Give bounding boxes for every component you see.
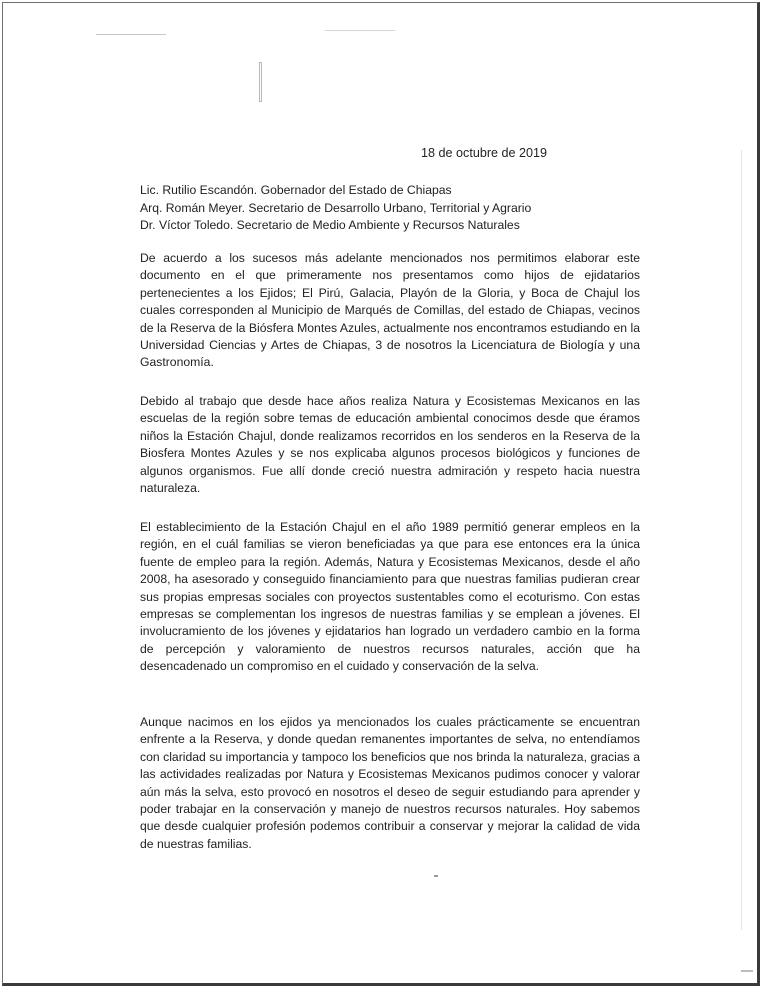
paragraph-station-chajul: El establecimiento de la Estación Chajul en el año 1989 permitió generar empleos en la región, en el cuál familias se vieron beneficiadas ya que para ese entonces era la única fuente de empleo para la región. Además, Natura y Ecosistemas Mexicanos, desde el año 2008, ha asesorado y conseguido financiamiento para que nuestras familias pudieran crear sus propias empresas sociales con proyectos sustentables como el ecoturismo. Con estas empresas se complementan los ingresos de nuestras familias y se emplean a jóvenes. El involucramiento de los jóvenes y ejidatarios han logrado un verdadero cambio en la forma de percepción y valoramiento de nuestros recursos naturales, acción que ha desencadenado un compromiso en el cuidado y conservación de la selva. [140, 520, 640, 674]
recipient-line: Dr. Víctor Toledo. Secretario de Medio Ambiente y Recursos Naturales [140, 218, 520, 232]
scan-artifact-mark [259, 62, 262, 102]
scan-artifact-line [325, 30, 395, 31]
scan-artifact-line [96, 34, 166, 35]
recipient-line: Arq. Román Meyer. Secretario de Desarrollo Urbano, Territorial y Agrario [140, 200, 532, 215]
scan-artifact-corner [741, 970, 753, 972]
paragraph-introduction: De acuerdo a los sucesos más adelante mencionados nos permitimos elaborar este documento en el que primeramente nos presentamos como hijos de ejidatarios pertenecientes a los Ejidos; El Pirú, Galacia, Playón de la Gloria, y Boca de Chajul los cuales corresponden al Municipio de Marqués de Comillas, del estado de Chiapas, vecinos de la Reserva de la Biósfera Montes Azules, actualmente nos encontramos estudiando en la Universidad Ciencias y Artes de Chiapas, 3 de nosotros la Licenciatura de Biología y una Gastronomía. [140, 251, 640, 370]
scan-artifact-dot [434, 875, 438, 877]
paragraph-environmental-education: Debido al trabajo que desde hace años realiza Natura y Ecosistemas Mexicanos en las escuelas de la región sobre temas de educación ambiental conocimos desde que éramos niños la Estación Chajul, donde realizamos recorridos en los senderos en la Reserva de la Biosfera Montes Azules y se nos explicaba algunos procesos biológicos y funciones de algunos organismos. Fue allí donde creció nuestra admiración y respeto hacia nuestra naturaleza. [140, 394, 640, 496]
letter-date: 18 de octubre de 2019 [421, 146, 548, 160]
paragraph-conclusion: Aunque nacimos en los ejidos ya mencionados los cuales prácticamente se encuentran enfrente a la Reserva, y donde quedan remanentes importantes de selva, no entendíamos con claridad su importancia y tampoco los beneficios que nos brinda la naturaleza, gracias a las actividades realizadas por Natura y Ecosistemas Mexicanos pudimos conocer y valorar aún más la selva, esto provocó en nosotros el deseo de seguir estudiando para aprender y poder trabajar en la conservación y manejo de nuestros recursos naturales. Hoy sabemos que desde cualquier profesión podemos contribuir a conservar y mejorar la calidad de vida de nuestras familias. [140, 715, 640, 851]
recipient-line: Lic. Rutilio Escandón. Gobernador del Estado de Chiapas [140, 183, 452, 197]
recipient-list [140, 182, 640, 235]
scan-artifact-edge [741, 150, 742, 930]
